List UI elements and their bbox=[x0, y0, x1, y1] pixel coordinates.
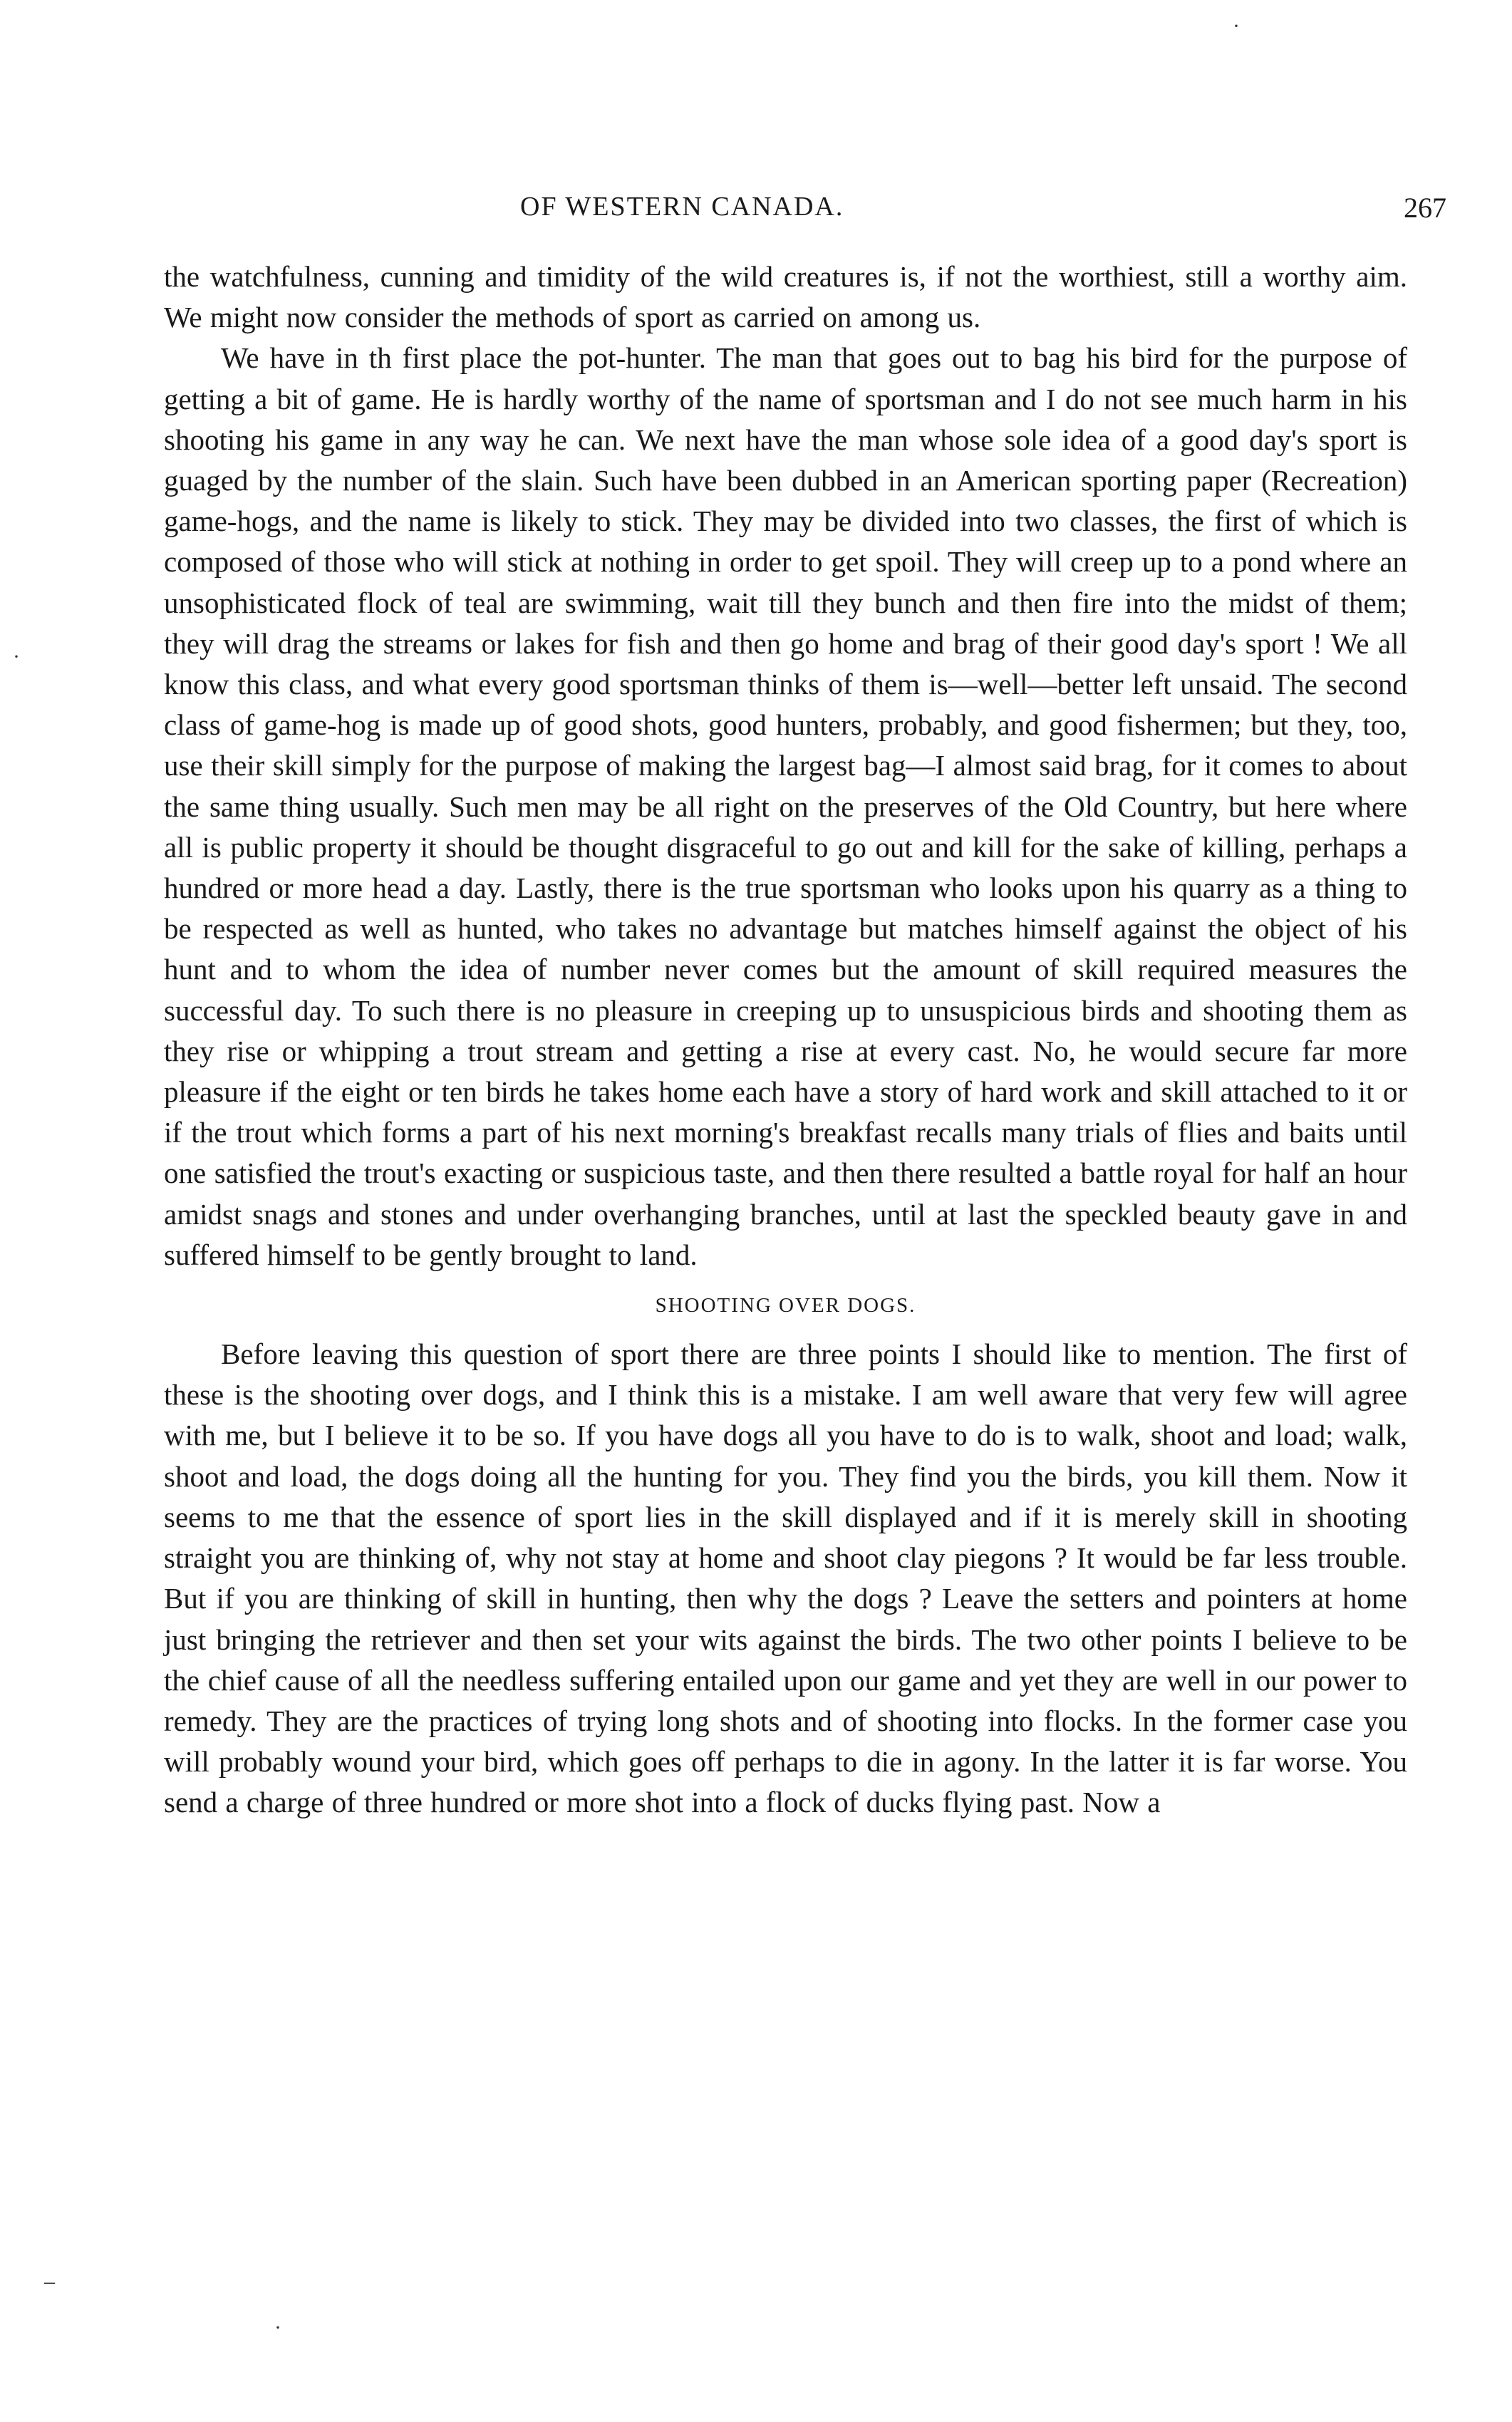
margin-mark: · bbox=[13, 645, 20, 668]
section-heading: SHOOTING OVER DOGS. bbox=[655, 1294, 916, 1318]
running-title: OF WESTERN CANADA. bbox=[520, 192, 844, 222]
body-text bbox=[164, 257, 1407, 1823]
paragraph-continuation: the watchfulness, cunning and timidity of the wild creatures is, if not the worthiest, still a worthy aim. We might now consider the methods of sport as carried on among us. bbox=[164, 260, 1407, 334]
running-head bbox=[164, 191, 1446, 234]
page-number: 267 bbox=[1404, 192, 1446, 224]
paragraph-shooting-over-dogs: Before leaving this question of sport there are three points I should like to mention. The first of these is the shooting over dogs, and I think this is a mistake. I am well aware that very few will agree with me, but I believe it to be so. If you have dogs all you have to do is to walk, shoot and load; walk, shoot and load, the dogs doing all the hunting for you. They find you the birds, you kill them. Now it seems to me that the essence of sport lies in the skill displayed and if it is merely skill in shooting straight you are thinking of, why not stay at home and shoot clay piegons ? It would be far less trouble. But if you are thinking of skill in hunting, then why the dogs ? Leave the setters and pointers at home just bringing the retriever and then set your wits against the birds. The two other points I believe to be the chief cause of all the needless suffering entailed upon our game and yet they are well in our power to remedy. They are the practices of trying long shots and of shooting into flocks. In the former case you will probably wound your bird, which goes off perhaps to die in agony. In the latter it is far worse. You send a charge of three hundred or more shot into a flock of ducks flying past. Now a bbox=[164, 1337, 1407, 1819]
margin-dash: – bbox=[44, 2270, 55, 2293]
speck-mark: · bbox=[1233, 14, 1240, 38]
bottom-speck: · bbox=[274, 2316, 281, 2339]
paragraph-sportsmen: We have in th first place the pot-hunter. The man that goes out to bag his bird for the purpose of getting a bit of game. He is hardly worthy of the name of sportsman and I do not see much harm in his shooting his game in any way he can. We next have the man whose sole idea of a good day's sport is guaged by the number of the slain. Such have been dubbed in an American sporting paper (Recreation) game-hogs, and the name is likely to stick. They may be divided into two classes, the first of which is composed of those who will stick at nothing in order to get spoil. They will creep up to a pond where an unsophisticated flock of teal are swimming, wait till they bunch and then fire into the midst of them; they will drag the streams or lakes for fish and then go home and brag of their good day's sport ! We all know this class, and what every good sportsman thinks of them is—well—better left unsaid. The second class of game-hog is made up of good shots, good hunters, probably, and good fishermen; but they, too, use their skill simply for the purpose of making the largest bag—I almost said brag, for it comes to about the same thing usually. Such men may be all right on the preserves of the Old Country, but here where all is public property it should be thought disgraceful to go out and kill for the sake of killing, perhaps a hundred or more head a day. Lastly, there is the true sportsman who looks upon his quarry as a thing to be respected as well as hunted, who takes no advantage but matches himself against the object of his hunt and to whom the idea of number never comes but the amount of skill required measures the successful day. To such there is no pleasure in creeping up to unsuspicious birds and shooting them as they rise or whipping a trout stream and getting a rise at every cast. No, he would secure far more pleasure if the eight or ten birds he takes home each have a story of hard work and skill attached to it or if the trout which forms a part of his next morning's breakfast recalls many trials of flies and baits until one satisfied the trout's exacting or suspicious taste, and then there resulted a battle royal for half an hour amidst snags and stones and under overhanging branches, until at last the speckled beauty gave in and suffered himself to be gently brought to land. bbox=[164, 341, 1407, 1271]
